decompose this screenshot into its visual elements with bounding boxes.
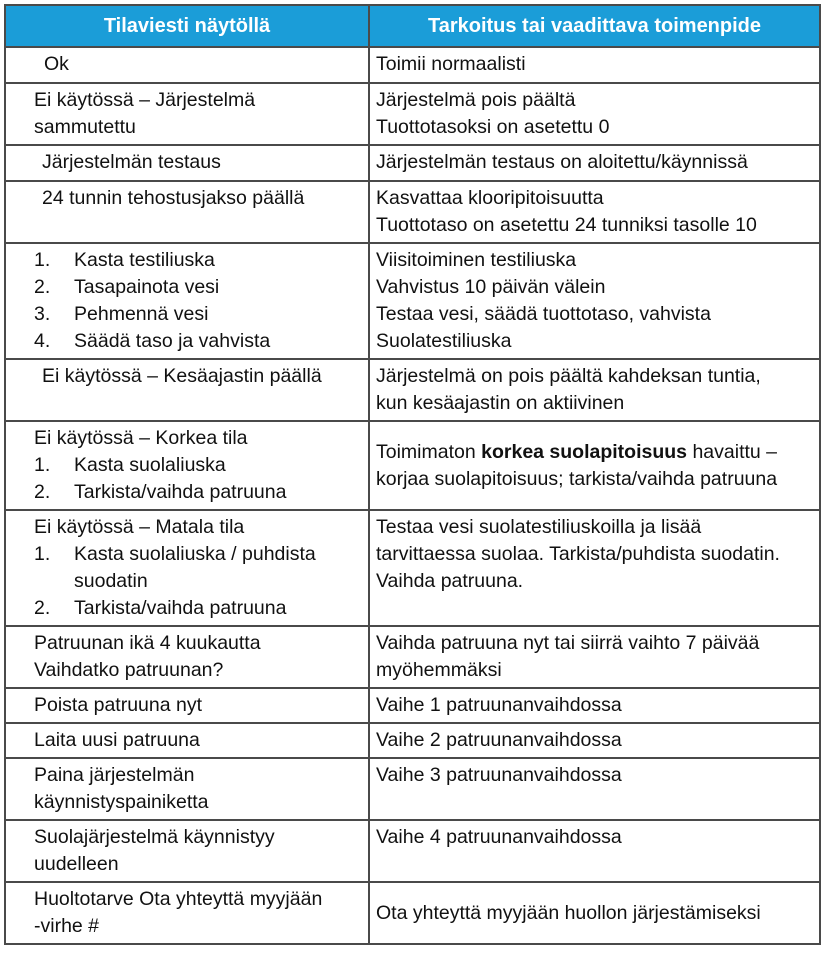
item-text: Kasta testiliuska (74, 249, 215, 271)
table-header-row (5, 5, 820, 47)
item-text: Säädä taso ja vahvista (74, 330, 271, 352)
status-cell (5, 181, 369, 243)
status-cell (5, 758, 369, 820)
status-cell (5, 723, 369, 758)
header-purpose-action: Tarkoitus tai vaadittava toimenpide (369, 5, 820, 47)
table-row (5, 626, 820, 688)
table-row (5, 359, 820, 421)
status-cell (5, 421, 369, 510)
status-cell (5, 882, 369, 944)
table-row (5, 83, 820, 145)
item-number: 2. (34, 276, 51, 298)
item-number: 2. (34, 481, 51, 503)
status-line: Suolajärjestelmä käynnistyy (34, 826, 275, 848)
table-row (5, 243, 820, 359)
purpose-line: Vaihe 4 patruunanvaihdossa (376, 826, 622, 848)
status-cell (5, 47, 369, 83)
table-row (5, 47, 820, 83)
table-row (5, 145, 820, 181)
status-cell (5, 820, 369, 882)
list-item (34, 274, 360, 301)
purpose-cell (369, 421, 820, 510)
purpose-cell (369, 47, 820, 83)
status-line: Laita uusi patruuna (34, 729, 200, 751)
item-text: Pehmennä vesi (74, 303, 209, 325)
table-row (5, 723, 820, 758)
list-item (34, 247, 360, 274)
status-line: 24 tunnin tehostusjakso päällä (42, 187, 305, 209)
table-row (5, 758, 820, 820)
status-cell (5, 510, 369, 626)
purpose-line: Vaihe 1 patruunanvaihdossa (376, 694, 622, 716)
purpose-line: tarvittaessa suolaa. Tarkista/puhdista suodatin. (376, 543, 780, 565)
purpose-cell (369, 626, 820, 688)
status-line: Ei käytössä – Järjestelmä (34, 89, 256, 111)
purpose-line: Vaihda patruuna nyt tai siirrä vaihto 7 päivää (376, 632, 760, 654)
purpose-line: Toimii normaalisti (376, 53, 526, 75)
status-line: käynnistyspainiketta (34, 791, 209, 813)
item-text: Tarkista/vaihda patruuna (74, 481, 287, 503)
status-cell (5, 359, 369, 421)
purpose-line: kun kesäajastin on aktiivinen (376, 392, 625, 414)
purpose-line: Testaa vesi, säädä tuottotaso, vahvista (376, 303, 711, 325)
purpose-cell (369, 882, 820, 944)
table-row (5, 882, 820, 944)
status-line: Poista patruuna nyt (34, 694, 203, 716)
purpose-line: Ota yhteyttä myyjään huollon järjestämiseksi (376, 901, 761, 924)
purpose-text (376, 439, 811, 493)
purpose-cell (369, 145, 820, 181)
purpose-line: Testaa vesi suolatestiliuskoilla ja lisää (376, 516, 702, 538)
purpose-text-bold: korkea suolapitoisuus (481, 440, 688, 463)
status-message-table (4, 4, 821, 945)
item-text: Tarkista/vaihda patruuna (74, 597, 287, 619)
purpose-line: Vaihe 3 patruunanvaihdossa (376, 764, 622, 786)
list-item (34, 452, 360, 479)
purpose-line: Suolatestiliuska (376, 330, 512, 352)
purpose-cell (369, 723, 820, 758)
purpose-line: Vaihe 2 patruunanvaihdossa (376, 729, 622, 751)
purpose-line: Järjestelmän testaus on aloitettu/käynnissä (376, 151, 748, 173)
item-number: 3. (34, 303, 51, 325)
table-row (5, 421, 820, 510)
status-line: Paina järjestelmän (34, 764, 195, 786)
status-line: Patruunan ikä 4 kuukautta (34, 632, 261, 654)
purpose-text-pre: Toimimaton (376, 440, 482, 463)
purpose-line: Tuottotaso on asetettu 24 tunniksi tasolle 10 (376, 214, 757, 236)
purpose-cell (369, 83, 820, 145)
purpose-line: myöhemmäksi (376, 659, 502, 681)
purpose-cell (369, 688, 820, 723)
item-number: 2. (34, 597, 51, 619)
purpose-text-post: havaittu – korjaa suolapitoisuus; tarkista/vaihda patruuna (376, 440, 778, 490)
table-row (5, 820, 820, 882)
list-item (34, 328, 360, 355)
item-number: 4. (34, 330, 51, 352)
list-item (34, 541, 360, 595)
status-line: Huoltotarve Ota yhteyttä myyjään (34, 888, 323, 910)
status-line: Järjestelmän testaus (42, 151, 221, 173)
item-text: Tasapainota vesi (74, 276, 220, 298)
table-row (5, 688, 820, 723)
status-cell (5, 243, 369, 359)
status-cell (5, 83, 369, 145)
table-row (5, 510, 820, 626)
header-status-message: Tilaviesti näytöllä (5, 5, 369, 47)
list-item (34, 595, 360, 622)
status-line: sammutettu (34, 116, 136, 138)
purpose-cell (369, 820, 820, 882)
purpose-cell (369, 510, 820, 626)
purpose-line: Järjestelmä on pois päältä kahdeksan tuntia, (376, 365, 761, 387)
purpose-line: Vahvistus 10 päivän välein (376, 276, 606, 298)
list-item (34, 479, 360, 506)
status-line: Ei käytössä – Kesäajastin päällä (42, 365, 322, 387)
table-row (5, 181, 820, 243)
item-number: 1. (34, 543, 51, 565)
item-text: Kasta suolaliuska (74, 454, 226, 476)
status-cell (5, 688, 369, 723)
purpose-line: Kasvattaa klooripitoisuutta (376, 187, 604, 209)
purpose-line: Järjestelmä pois päältä (376, 89, 576, 111)
purpose-line: Vaihda patruuna. (376, 570, 524, 592)
status-line: uudelleen (34, 853, 119, 875)
status-line: Vaihdatko patruunan? (34, 659, 224, 681)
purpose-cell (369, 243, 820, 359)
item-text: Kasta suolaliuska / puhdista suodatin (74, 543, 316, 592)
item-number: 1. (34, 249, 51, 271)
list-item (34, 301, 360, 328)
status-cell (5, 145, 369, 181)
status-cell (5, 626, 369, 688)
status-line: Ok (44, 53, 69, 75)
purpose-cell (369, 758, 820, 820)
purpose-cell (369, 359, 820, 421)
item-number: 1. (34, 454, 51, 476)
status-line: Ei käytössä – Korkea tila (34, 427, 248, 449)
purpose-cell (369, 181, 820, 243)
purpose-line: Viisitoiminen testiliuska (376, 249, 577, 271)
status-line: Ei käytössä – Matala tila (34, 516, 245, 538)
purpose-line: Tuottotasoksi on asetettu 0 (376, 116, 610, 138)
status-line: -virhe # (34, 915, 100, 937)
